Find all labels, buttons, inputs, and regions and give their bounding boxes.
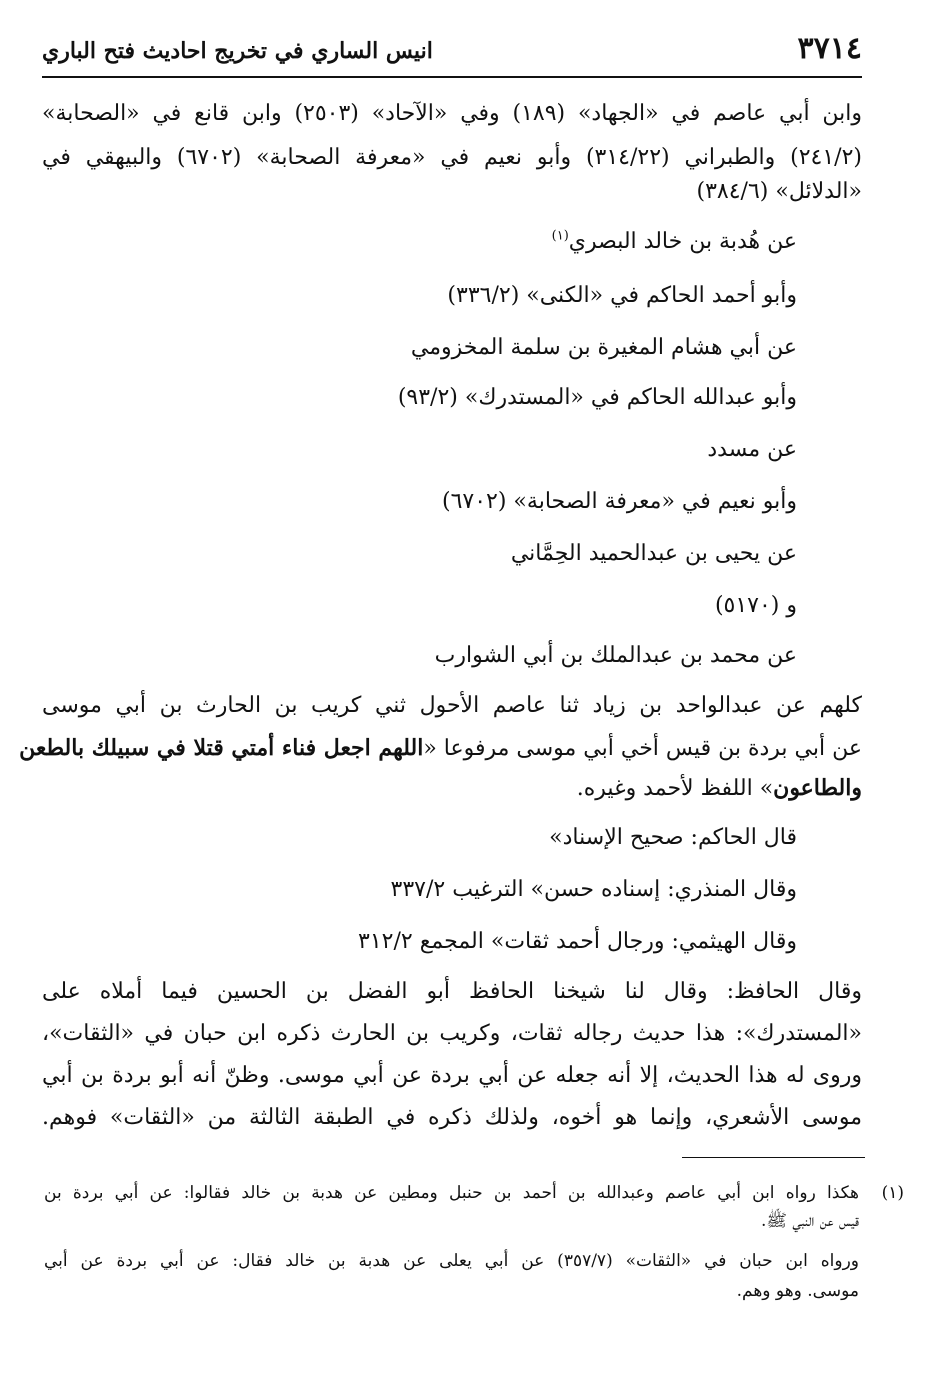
text-line-5: وأبو أحمد الحاكم في «الكنى» (٣٣٦/٢)	[447, 283, 797, 308]
hadith-text-bold: اللهم اجعل فناء أمتي قتلا في سبيلك بالطعن	[19, 735, 424, 761]
text-line-16: قال الحاكم: صحيح الإسناد»	[549, 825, 797, 850]
text-line-7: وأبو عبدالله الحاكم في «المستدرك» (٩٣/٢)	[397, 385, 797, 410]
footnote-line-2: قيس عن النبي ﷺ.	[761, 1211, 859, 1231]
text-line-15-plain: » اللفظ لأحمد وغيره.	[576, 776, 774, 801]
narrator-text: عن هُدبة بن خالد البصري	[568, 229, 797, 254]
text-line-11: و (٥١٧٠)	[714, 593, 797, 618]
text-line-2: (٢٤١/٢) والطبراني (٣١٤/٢٢) وأبو نعيم في «معرفة الصحابة» (٦٧٠٢) والبيهقي في	[42, 145, 863, 170]
footnote-line-3: ورواه ابن حبان في «الثقات» (٣٥٧/٧) عن أبي يعلى عن هدبة بن خالد فقال: عن أبي بردة عن أبي	[44, 1251, 859, 1271]
text-line-22: موسى الأشعري، وإنما هو أخوه، ولذلك ذكره في الطبقة الثالثة من «الثقات» فوهم.	[42, 1105, 862, 1130]
text-line-19: وقال الحافظ: وقال لنا شيخنا الحافظ أبو الفضل بن الحسين فيما أملاه على	[42, 979, 862, 1004]
text-line-13: كلهم عن عبدالواحد بن زياد ثنا عاصم الأحول ثني كريب بن الحارث بن أبي موسى	[42, 693, 862, 718]
footnote-line-4: موسى. وهو وهم.	[736, 1281, 859, 1301]
text-line-1: وابن أبي عاصم في «الجهاد» (١٨٩) وفي «الآحاد» (٢٥٠٣) وابن قانع في «الصحابة»	[42, 101, 863, 126]
running-title: انيس الساري في تخريج احاديث فتح الباري	[42, 38, 433, 64]
text-line-8: عن مسدد	[707, 437, 797, 462]
text-line-9: وأبو نعيم في «معرفة الصحابة» (٦٧٠٢)	[442, 489, 797, 514]
text-line-10: عن يحيى بن عبدالحميد الحِمَّاني	[510, 541, 797, 566]
text-line-20: «المستدرك»: هذا حديث رجاله ثقات، وكريب بن الحارث ذكره ابن حبان في «الثقات»،	[42, 1021, 862, 1046]
page-header	[42, 30, 862, 78]
text-line-15	[577, 772, 862, 804]
text-line-6: عن أبي هشام المغيرة بن سلمة المخزومي	[410, 335, 797, 360]
footnote-divider	[682, 1157, 865, 1158]
footnote-marker: (١)	[881, 1183, 904, 1203]
page-number: ٣٧١٤	[797, 31, 862, 66]
hadith-text-bold-end: والطاعون	[773, 775, 862, 801]
text-line-18: وقال الهيثمي: ورجال أحمد ثقات» المجمع ٣١٢/٢	[358, 929, 797, 954]
footnote-line-1: هكذا رواه ابن أبي عاصم وعبدالله بن أحمد بن حنبل ومطين عن هدبة بن خالد فقالوا: عن أبي بردة بن	[44, 1183, 859, 1203]
text-line-12: عن محمد بن عبدالملك بن أبي الشوارب	[434, 643, 797, 668]
text-line-14-plain: عن أبي بردة بن قيس أخي أبي موسى مرفوعا «	[423, 736, 862, 761]
footnote-ref: (١)	[551, 228, 569, 244]
text-line-14	[19, 732, 862, 764]
text-line-3: «الدلائل» (٣٨٤/٦)	[696, 179, 862, 204]
text-line-21: وروى له هذا الحديث، إلا أنه جعله عن أبي بردة عن أبي موسى. وظنّ أنه أبو بردة بن أبي	[42, 1063, 862, 1088]
text-line-17: وقال المنذري: إسناده حسن» الترغيب ٣٣٧/٢	[390, 877, 797, 902]
header-rule	[42, 76, 862, 78]
text-line-4	[552, 226, 797, 258]
